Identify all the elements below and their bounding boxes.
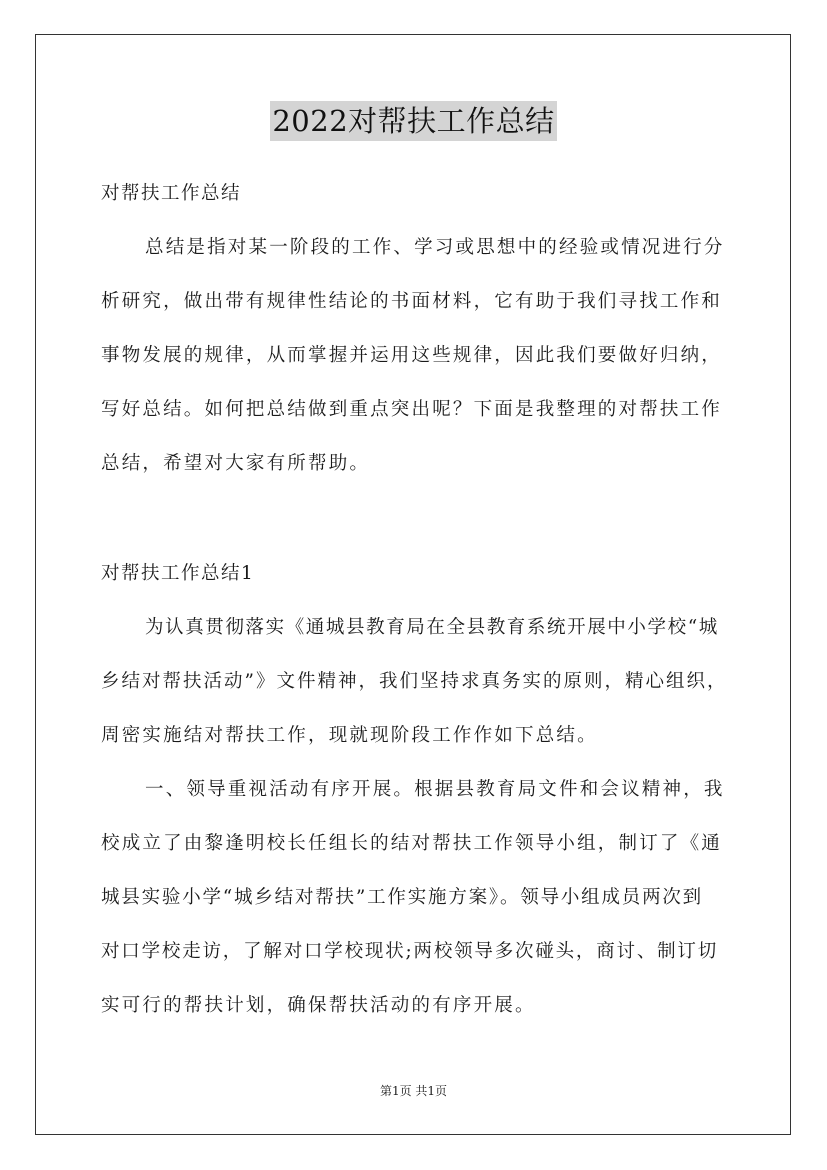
intro-line-3: 事物发展的规律，从而掌握并运用这些规律，因此我们要做好归纳， <box>101 345 723 366</box>
title-container <box>0 101 827 141</box>
para1-line-2: 乡结对帮扶活动”》文件精神，我们坚持求真务实的原则，精心组织， <box>101 671 728 692</box>
section-heading-intro: 对帮扶工作总结 <box>101 183 242 204</box>
para2-line-5: 实可行的帮扶计划，确保帮扶活动的有序开展。 <box>101 995 536 1016</box>
intro-line-2: 析研究，做出带有规律性结论的书面材料，它有助于我们寻找工作和 <box>101 291 723 312</box>
section-heading-1: 对帮扶工作总结1 <box>101 563 255 584</box>
page-footer: 第1页 共1页 <box>379 1084 448 1098</box>
para2-line-3: 城县实验小学“城乡结对帮扶”工作实施方案》。领导小组成员两次到 <box>101 887 703 908</box>
para2-line-4: 对口学校走访，了解对口学校现状;两校领导多次碰头，商讨、制订切 <box>101 941 719 962</box>
para2-line-2: 校成立了由黎逢明校长任组长的结对帮扶工作领导小组，制订了《通 <box>101 833 723 854</box>
para2-line-1: 一、领导重视活动有序开展。根据县教育局文件和会议精神，我 <box>145 779 725 800</box>
intro-line-4: 写好总结。如何把总结做到重点突出呢？下面是我整理的对帮扶工作 <box>101 399 723 420</box>
intro-line-5: 总结，希望对大家有所帮助。 <box>101 453 371 474</box>
intro-line-1: 总结是指对某一阶段的工作、学习或思想中的经验或情况进行分 <box>145 237 725 258</box>
document-title: 2022对帮扶工作总结 <box>270 101 556 141</box>
para1-line-1: 为认真贯彻落实《通城县教育局在全县教育系统开展中小学校“城 <box>145 617 719 638</box>
para1-line-3: 周密实施结对帮扶工作，现就现阶段工作作如下总结。 <box>101 725 598 746</box>
